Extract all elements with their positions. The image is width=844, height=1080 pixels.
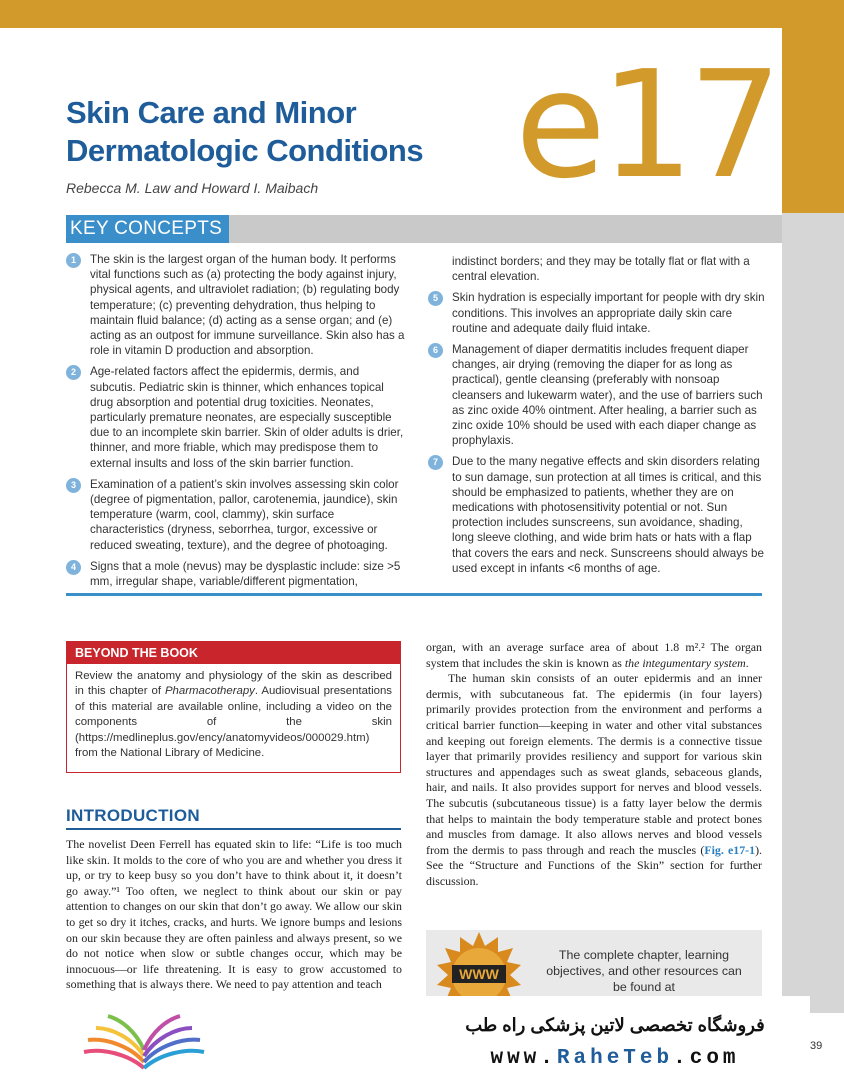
open-book-logo-icon bbox=[78, 1002, 210, 1076]
key-concepts-band bbox=[229, 215, 782, 243]
concept-number-badge: 4 bbox=[66, 560, 81, 575]
body-paragraph bbox=[426, 671, 762, 889]
introduction-heading: INTRODUCTION bbox=[66, 806, 200, 825]
www-badge-text: WWW bbox=[459, 966, 499, 982]
chapter-title-line1: Skin Care and Minor bbox=[66, 95, 357, 130]
key-concepts-divider bbox=[66, 593, 762, 596]
beyond-the-book-box bbox=[66, 641, 401, 773]
chapter-authors: Rebecca M. Law and Howard I. Maibach bbox=[66, 180, 319, 196]
chapter-title bbox=[66, 94, 486, 170]
concept-text: Age-related factors affect the epidermis, dermis, and subcutis. Pediatric skin is thinner, which enhances topical drug absorption and potential drug toxicities. Neonates, particularly premature neonates, are especially susceptible due to an incomplete skin barrier. Skin of older adults is drier, thinner, and more friable, which may predispose them to external insults and loss of the skin barrier function. bbox=[90, 365, 404, 470]
concept-text: Skin hydration is especially important for people with dry skin conditions. This involves an appropriate daily skin care routine and adequate daily fluid intake. bbox=[452, 291, 765, 335]
key-concept-item bbox=[428, 290, 766, 336]
introduction-text: The novelist Deen Ferrell has equated skin to life: “Life is too much like skin. It molds to the core of who you are and whether you dress it up, or try to keep busy so you don’t have to think about it, it doesn’t go away.”¹ Too often, we neglect to think about our skin or pay attention to changes on our skin that don’t go away. We allow our skin to get so dry it itches, cracks, and hurts. We ignore bumps and lesions on our skin because they are often painless and always present, so we do not notice when slow or subtle changes occur, which may be innocuous—or life threatening. It is easy to grow accustomed to something that is always there. We need to pay attention and teach bbox=[66, 837, 402, 992]
top-color-band bbox=[0, 0, 844, 28]
concept-text: Examination of a patient’s skin involves assessing skin color (degree of pigmentation, pallor, carotenemia, jaundice), skin temperature (warm, cool, clammy), skin surface characteristics (dryness, seborrhea, turgor, excessive or reduced sweating, texture), and the degree of photoaging. bbox=[90, 477, 399, 552]
key-concepts-heading: KEY CONCEPTS bbox=[66, 215, 229, 243]
paragraph-text: . bbox=[745, 655, 749, 670]
concept-text: Management of diaper dermatitis includes frequent diaper changes, air drying (removing the diaper for as long as practical), gentle cleansing (preferably with nonsoap cleansers and lukewarm water), and the use of barriers such as zinc oxide 40% ointment. After healing, a barrier such as zinc oxide 10% should be used with each diaper change as prophylaxis. bbox=[452, 343, 763, 448]
body-paragraph bbox=[426, 640, 762, 671]
store-url-link[interactable] bbox=[450, 1047, 780, 1070]
figure-reference-link[interactable]: Fig. e17-1 bbox=[704, 842, 756, 857]
side-gold-band bbox=[782, 28, 844, 213]
key-concept-item bbox=[66, 559, 408, 589]
concept-number-badge: 3 bbox=[66, 478, 81, 493]
concept-number-badge: 2 bbox=[66, 365, 81, 380]
italic-term: the integumentary system bbox=[624, 655, 746, 670]
key-concept-item bbox=[66, 252, 408, 358]
url-prefix: www. bbox=[490, 1047, 557, 1070]
paragraph-text: organ, with an average surface area of about 1.8 m².² The organ system that includes the skin is known as bbox=[426, 640, 762, 670]
concept-number-badge: 5 bbox=[428, 291, 443, 306]
introduction-underline bbox=[66, 828, 401, 830]
concept-text: Signs that a mole (nevus) may be dysplastic include: size >5 mm, irregular shape, variable/different pigmentation, bbox=[90, 559, 401, 589]
key-concepts-right-column bbox=[428, 254, 766, 582]
online-resources-text: The complete chapter, learning objectives, and other resources can be found at bbox=[546, 948, 742, 994]
beyond-the-book-text bbox=[67, 664, 400, 761]
concept-number-badge: 6 bbox=[428, 343, 443, 358]
chapter-number: e17 bbox=[515, 39, 777, 211]
key-concept-continued: indistinct borders; and they may be totally flat or flat with a central elevation. bbox=[452, 255, 750, 284]
paragraph-text: ). See the “Structure and Functions of the Skin” section for further discussion. bbox=[426, 842, 762, 888]
key-concept-item bbox=[66, 364, 408, 470]
key-concepts-left-column bbox=[66, 252, 408, 595]
side-gray-band bbox=[782, 213, 844, 1013]
concept-number-badge: 1 bbox=[66, 253, 81, 268]
chapter-title-line2: Dermatologic Conditions bbox=[66, 133, 424, 168]
concept-number-badge: 7 bbox=[428, 455, 443, 470]
btb-book-title: Pharmacotherapy bbox=[164, 685, 255, 698]
key-concept-item bbox=[66, 477, 408, 553]
concept-text: The skin is the largest organ of the human body. It performs vital functions such as (a) protecting the body against injury, physical agents, and ultraviolet radiation; (b) regulating body temperature; (c) preventing dehydration, thus helping to maintain fluid balance; (d) acting as a sense organ; and (e) acting as an outpost for immune surveillance. Skin also has a role in vitamin D production and absorption. bbox=[90, 253, 405, 358]
url-suffix: .com bbox=[673, 1047, 740, 1070]
beyond-the-book-heading: BEYOND THE BOOK bbox=[67, 642, 400, 664]
btb-text-before: Review the anatomy and physiology of the skin as described in this chapter of bbox=[75, 670, 392, 698]
key-concept-item bbox=[428, 454, 766, 576]
right-column-body bbox=[426, 640, 762, 890]
btb-text-after: . Audiovisual presentations of this material are available online, including a video on the components of the skin (https://medlineplus.gov/ency/anatomyvideos/000029.htm) from the National Library of Medicine. bbox=[75, 685, 392, 760]
store-name: فروشگاه تخصصی لاتین پزشکی راه طب bbox=[465, 1015, 765, 1035]
paragraph-text: The human skin consists of an outer epidermis and an inner dermis, with subcutaneous fat. The epidermis (in four layers) primarily provides protection from the environment and performs a critical barrier function—keeping in water and other vital substances and keeping out foreign elements. The dermis is a connective tissue layer that primarily provides resiliency and support for various skin structures and appendages such as sweat glands, sebaceous glands, hair, and nails. It also provides support for nerves and blood vessels. The subcutis (subcutaneous tissue) is a fatty layer below the dermis that helps to maintain the body temperature stable and protect bones and muscles from damage. It also allows nerves and blood vessels from the dermis to pass through and reach the muscles ( bbox=[426, 671, 762, 857]
key-concept-item bbox=[428, 342, 766, 448]
www-starburst-icon bbox=[436, 932, 522, 1000]
url-brand: RaheTeb bbox=[556, 1047, 674, 1070]
concept-text: Due to the many negative effects and skin disorders relating to sun damage, sun protection at all times is critical, and this should be emphasized to patients, whether they are on medications with photosensitivity potential or not. Sun protection includes sunscreens, sun avoidance, shading, long sleeve clothing, and wide brim hats or hats with a flap that covers the ears and neck. Sunscreens should always be used except in infants <6 months of age. bbox=[452, 455, 764, 575]
online-resources-box bbox=[426, 930, 762, 1000]
page-number: 39 bbox=[810, 1040, 823, 1052]
